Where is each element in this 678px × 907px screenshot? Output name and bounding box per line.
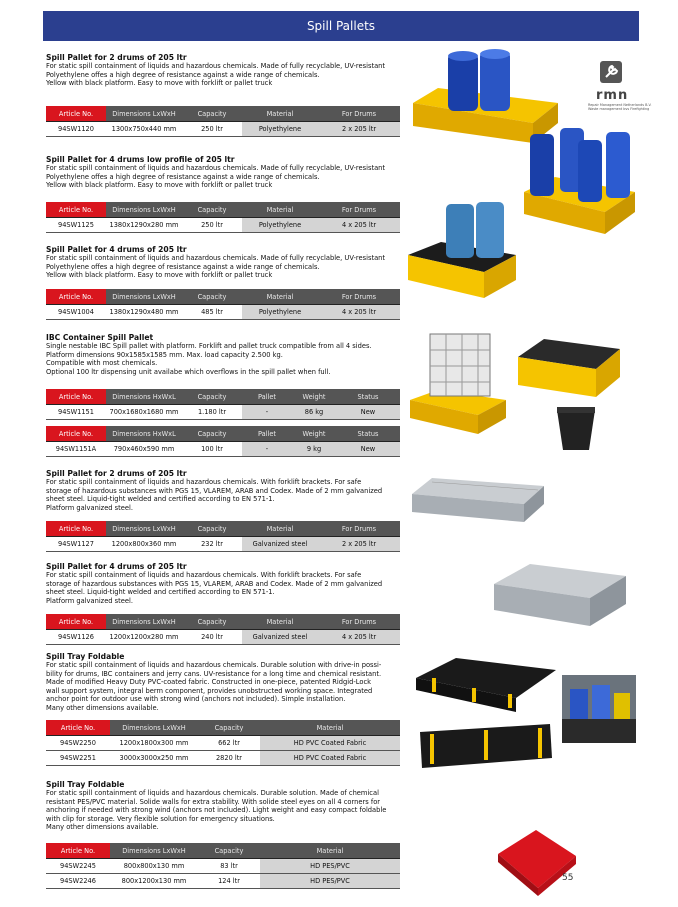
table-header-row <box>46 389 400 405</box>
cell: 250 ltr <box>182 218 242 233</box>
section-galv-2-drums <box>46 469 400 512</box>
table-header-row <box>46 106 400 122</box>
col-header: Dimensions LxWxH <box>106 289 182 305</box>
cell: New <box>336 442 400 457</box>
table-row <box>46 537 400 552</box>
section-title: Spill Pallet for 2 drums of 205 ltr <box>46 469 187 478</box>
table-row <box>46 751 400 766</box>
logo-tagline: Repair Management Netherlands B.V. <box>588 103 652 107</box>
spill-tray-pes-image <box>496 826 578 898</box>
cell: Galvanized steel <box>242 630 318 645</box>
section-tray-pes <box>46 780 400 832</box>
cell: 2 x 205 ltr <box>318 537 400 552</box>
section-4-drums-low <box>46 155 400 190</box>
cell: 790x460x590 mm <box>106 442 182 457</box>
section-title: IBC Container Spill Pallet <box>46 333 154 342</box>
col-header: Pallet <box>242 389 292 405</box>
spec-table <box>46 106 400 137</box>
table-header-row <box>46 289 400 305</box>
table-row <box>46 218 400 233</box>
spill-tray-pvc-large-image <box>416 720 556 772</box>
cell: 3000x3000x250 mm <box>110 751 198 766</box>
col-header: Article No. <box>46 614 106 630</box>
cell: 1200x1800x300 mm <box>110 736 198 751</box>
cell: 1300x750x440 mm <box>106 122 182 137</box>
cell: 2 x 205 ltr <box>318 122 400 137</box>
table-header-row <box>46 521 400 537</box>
col-header: Material <box>242 614 318 630</box>
cell: 700x1680x1680 mm <box>106 405 182 420</box>
section-desc: For static spill containment of liquids and hazardous chemicals. Made of fully recyclable, UV-resistant Polyethylene offes a high degree of resistance against a wide range of chemicals. Yellow with black platform. Easy to move with forklift or pallet truck <box>46 62 386 88</box>
cell: 9 kg <box>292 442 336 457</box>
spec-table <box>46 389 400 420</box>
cell: Polyethylene <box>242 305 318 320</box>
cell: 232 ltr <box>182 537 242 552</box>
col-header: Capacity <box>182 426 242 442</box>
rmn-logo <box>588 61 652 112</box>
cell: 94SW1120 <box>46 122 106 137</box>
cell: 4 x 205 ltr <box>318 305 400 320</box>
cell: 662 ltr <box>198 736 260 751</box>
page-number: 55 <box>562 873 574 883</box>
col-header: Capacity <box>182 521 242 537</box>
table-row <box>46 736 400 751</box>
spec-table <box>46 843 400 889</box>
cell: 94SW1004 <box>46 305 106 320</box>
cell: Polyethylene <box>242 122 318 137</box>
cell: 94SW1125 <box>46 218 106 233</box>
cell: 485 ltr <box>182 305 242 320</box>
section-2-drums-poly <box>46 53 400 88</box>
spec-table <box>46 202 400 233</box>
section-title: Spill Tray Foldable <box>46 652 125 661</box>
cell: 1380x1290x280 mm <box>106 218 182 233</box>
cell: 86 kg <box>292 405 336 420</box>
col-header: Capacity <box>198 843 260 859</box>
section-desc: For static spill containment of liquids and hazardous chemicals. Made of fully recyclable, UV-resistant Polyethylene offes a high degree of resistance against a wide range of chemicals. Yellow with black platform. Easy to move with forklift or pallet truck <box>46 164 386 190</box>
section-ibc <box>46 333 400 376</box>
cell: 4 x 205 ltr <box>318 218 400 233</box>
ibc-pallet-top-image <box>514 335 624 401</box>
cell: 94SW2246 <box>46 874 110 889</box>
col-header: Capacity <box>198 720 260 736</box>
section-title: Spill Tray Foldable <box>46 780 125 789</box>
col-header: Dimensions LxWxH <box>106 202 182 218</box>
section-desc: For static spill containment of liquids and hazardous chemicals. With forklift brackets. For safe storage of hazardous substances with PGS 15, VLAREM, ARAB and Codex. Made of 2 mm galvanized sheet steel. Liquid-tight welded and certified according to EN 571-1. Platform galvanized steel. <box>46 571 383 605</box>
section-desc: For static spill containment of liquids and hazardous chemicals. Durable solution. Made of chemical resistant PES/PVC material. Solide walls for extra stability. With solide steel eyes on all 4 corners for anchoring if needed with strong wind (anchors not included). Light weight and easy compact foldable with clip for storage. Very flexible solution for emergency situations. Many other dimensions available. <box>46 789 387 832</box>
dispensing-unit-image <box>553 404 599 456</box>
section-title: Spill Pallet for 4 drums of 205 ltr <box>46 562 187 571</box>
galvanized-2-drums-image <box>408 472 546 528</box>
cell: 1200x800x360 mm <box>106 537 182 552</box>
logo-brand: rmn <box>596 88 629 103</box>
cell: 94SW2251 <box>46 751 110 766</box>
cell: HD PVC Coated Fabric <box>260 751 400 766</box>
col-header: Article No. <box>46 521 106 537</box>
col-header: Article No. <box>46 202 106 218</box>
col-header: Weight <box>292 389 336 405</box>
cell: 83 ltr <box>198 859 260 874</box>
cell: - <box>242 442 292 457</box>
cell: 94SW1126 <box>46 630 106 645</box>
section-title: Spill Pallet for 2 drums of 205 ltr <box>46 53 187 62</box>
col-header: Material <box>242 289 318 305</box>
col-header: Article No. <box>46 426 106 442</box>
col-header: Status <box>336 389 400 405</box>
col-header: Material <box>242 202 318 218</box>
cell: HD PES/PVC <box>260 874 400 889</box>
spec-table <box>46 521 400 552</box>
col-header: Capacity <box>182 202 242 218</box>
cell: 1200x1200x280 mm <box>106 630 182 645</box>
col-header: Article No. <box>46 289 106 305</box>
col-header: Dimensions LxWxH <box>106 614 182 630</box>
col-header: For Drums <box>318 202 400 218</box>
cell: 1380x1290x480 mm <box>106 305 182 320</box>
cell: 2820 ltr <box>198 751 260 766</box>
col-header: Status <box>336 426 400 442</box>
ibc-pallet-image <box>408 330 508 436</box>
table-row <box>46 305 400 320</box>
spill-tray-pvc-image <box>412 648 558 720</box>
col-header: Dimensions LxWxH <box>106 521 182 537</box>
table-row <box>46 122 400 137</box>
col-header: Capacity <box>182 389 242 405</box>
col-header: Material <box>242 106 318 122</box>
col-header: Capacity <box>182 289 242 305</box>
col-header: Article No. <box>46 106 106 122</box>
cell: 94SW2250 <box>46 736 110 751</box>
table-row <box>46 630 400 645</box>
section-4-drums <box>46 245 400 280</box>
section-desc: For static spill containment of liquids and hazardous chemicals. Made of fully recyclable, UV-resistant Polyethylene offes a high degree of resistance against a wide range of chemicals. Yellow with black platform. Easy to move with forklift or pallet truck <box>46 254 386 280</box>
spec-table <box>46 426 400 457</box>
table-row <box>46 859 400 874</box>
cell: 250 ltr <box>182 122 242 137</box>
col-header: Material <box>260 843 400 859</box>
cell: 124 ltr <box>198 874 260 889</box>
wrench-logo-icon <box>600 61 622 83</box>
col-header: Pallet <box>242 426 292 442</box>
cell: New <box>336 405 400 420</box>
spec-table <box>46 289 400 320</box>
col-header: Dimensions HxWxL <box>106 389 182 405</box>
table-header-row <box>46 426 400 442</box>
col-header: Article No. <box>46 843 110 859</box>
spill-tray-in-use-image <box>562 675 636 743</box>
spec-table <box>46 614 400 645</box>
col-header: Dimensions LxWxH <box>106 106 182 122</box>
col-header: For Drums <box>318 614 400 630</box>
table-row <box>46 874 400 889</box>
table-header-row <box>46 614 400 630</box>
table-header-row <box>46 720 400 736</box>
col-header: Article No. <box>46 720 110 736</box>
col-header: Weight <box>292 426 336 442</box>
col-header: Dimensions HxWxL <box>106 426 182 442</box>
section-desc: For static spill containment of liquids and hazardous chemicals. With forklift brackets. For safe storage of hazardous substances with PGS 15, VLAREM, ARAB and Codex. Made of 2 mm galvanized sheet steel. Liquid-tight welded and certified according to EN 571-1. Platform galvanized steel. <box>46 478 383 512</box>
cell: 94SW1151A <box>46 442 106 457</box>
pallet-4-drums-image <box>406 200 518 300</box>
col-header: Article No. <box>46 389 106 405</box>
cell: HD PVC Coated Fabric <box>260 736 400 751</box>
cell: 94SW1127 <box>46 537 106 552</box>
cell: 800x800x130 mm <box>110 859 198 874</box>
col-header: Capacity <box>182 106 242 122</box>
table-header-row <box>46 202 400 218</box>
logo-tagline-2: Waste management bvs Firefighting <box>588 107 650 112</box>
table-row <box>46 442 400 457</box>
section-tray-pvc <box>46 652 400 713</box>
cell: 4 x 205 ltr <box>318 630 400 645</box>
cell: 94SW1151 <box>46 405 106 420</box>
section-desc: For static spill containment of liquids and hazardous chemicals. Durable solution with drive-in possi- bility for drums, IBC containers and jerry cans. UV-resistance for a long time and chemical resistant. Made of modified Heavy Duty PVC-coated fabric. Constructed in one-piece, patented Ridgid-Lock wall support system, integral berm component, provides unobstructed working space. Integrated anchor point for outdoor use with strong wind (anchors not included). Simple installation. Many other dimensions available. <box>46 661 382 712</box>
cell: HD PES/PVC <box>260 859 400 874</box>
table-row <box>46 405 400 420</box>
spec-table <box>46 720 400 766</box>
col-header: Material <box>260 720 400 736</box>
table-header-row <box>46 843 400 859</box>
cell: 100 ltr <box>182 442 242 457</box>
col-header: Dimensions LxWxH <box>110 843 198 859</box>
section-title: Spill Pallet for 4 drums low profile of 205 ltr <box>46 155 235 164</box>
section-galv-4-drums <box>46 562 400 605</box>
col-header: Capacity <box>182 614 242 630</box>
col-header: For Drums <box>318 521 400 537</box>
col-header: Material <box>242 521 318 537</box>
cell: 1.180 ltr <box>182 405 242 420</box>
col-header: Dimensions LxWxH <box>110 720 198 736</box>
cell: 800x1200x130 mm <box>110 874 198 889</box>
cell: - <box>242 405 292 420</box>
col-header: For Drums <box>318 106 400 122</box>
cell: Polyethylene <box>242 218 318 233</box>
section-title: Spill Pallet for 4 drums of 205 ltr <box>46 245 187 254</box>
cell: 94SW2245 <box>46 859 110 874</box>
col-header: For Drums <box>318 289 400 305</box>
page-title: Spill Pallets <box>43 11 639 41</box>
cell: 240 ltr <box>182 630 242 645</box>
galvanized-4-drums-image <box>490 560 628 636</box>
section-desc: Single nestable IBC Spill pallet with platform. Forklift and pallet truck compatible from all 4 sides. Platform dimensions 90x1585x1585 mm. Max. load capacity 2.500 kg. Compatible with most chemicals. Optional 100 ltr dispensing unit availabe which overflows in the spill pallet when full. <box>46 342 372 376</box>
cell: Galvanized steel <box>242 537 318 552</box>
pallet-4-drums-low-image <box>520 122 640 242</box>
